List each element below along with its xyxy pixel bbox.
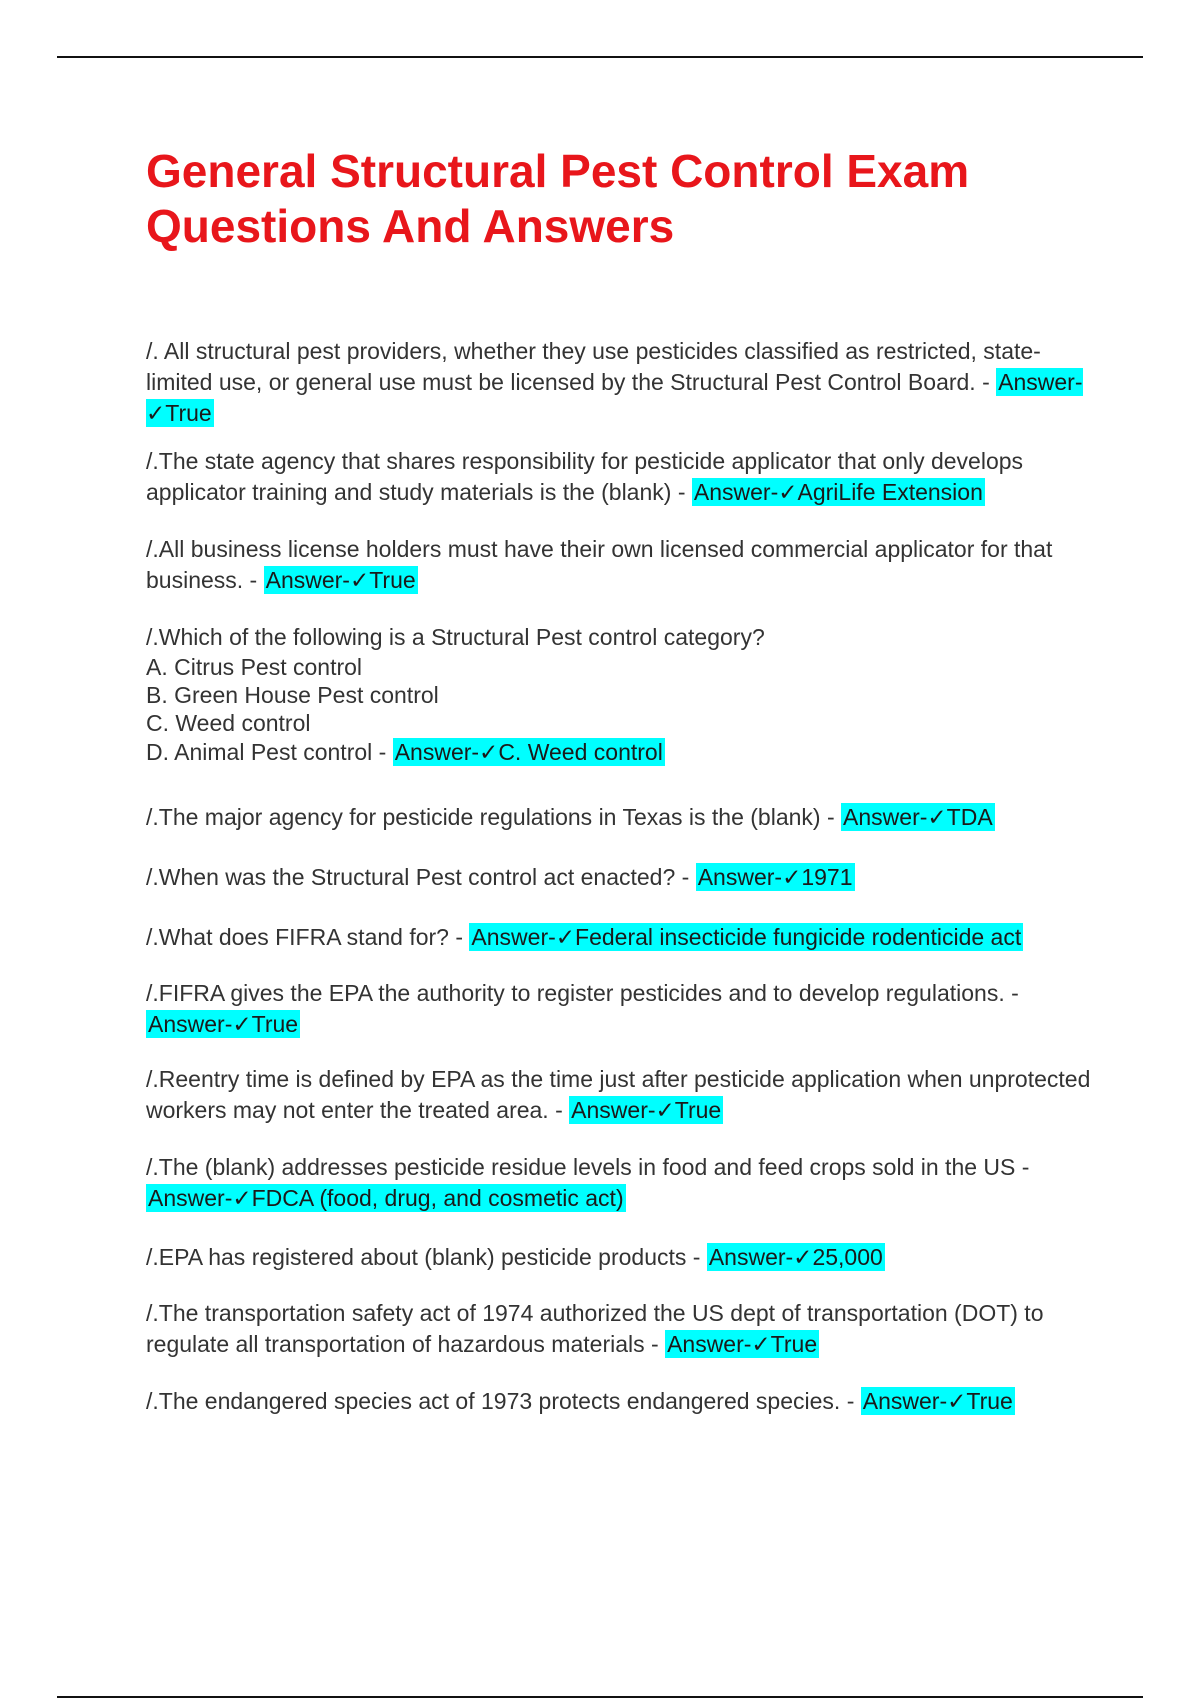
answer-highlight: Answer-✓Federal insecticide fungicide rodenticide act bbox=[471, 924, 1022, 950]
answer-highlight: Answer-✓True bbox=[667, 1331, 818, 1357]
header-rule bbox=[57, 56, 1143, 58]
answer-highlight: Answer-✓25,000 bbox=[708, 1244, 883, 1270]
footer-rule bbox=[57, 1696, 1143, 1698]
qa-item bbox=[146, 862, 1098, 893]
answer-highlight: Answer-✓True bbox=[148, 1011, 299, 1037]
question-text: /.When was the Structural Pest control act enacted? - bbox=[146, 864, 690, 890]
answer-highlight: Answer-✓True bbox=[265, 567, 416, 593]
question-text: /.FIFRA gives the EPA the authority to register pesticides and to develop regulations. - bbox=[146, 980, 1019, 1006]
answer-highlight: Answer-✓True bbox=[146, 369, 1083, 426]
question-text: /.What does FIFRA stand for? - bbox=[146, 924, 464, 950]
qa-item bbox=[146, 978, 1098, 1040]
answer-highlight: Answer-✓1971 bbox=[697, 864, 853, 890]
qa-item bbox=[146, 446, 1098, 508]
document-title: General Structural Pest Control Exam Questions And Answers bbox=[146, 145, 970, 252]
question-text: /.The state agency that shares responsibility for pesticide applicator that only develops applicator training and study materials is the (blank) - bbox=[146, 448, 1024, 505]
answer-highlight: Answer-✓C. Weed control bbox=[394, 739, 663, 765]
qa-item bbox=[146, 1386, 1098, 1417]
qa-item bbox=[146, 802, 1098, 833]
question-text: /.The transportation safety act of 1974 authorized the US dept of transportation (DOT) to regulate all transportation of hazardous materials - bbox=[146, 1300, 1044, 1357]
question-text: /.Which of the following is a Structural Pest control category? bbox=[146, 624, 765, 650]
question-text: /. All structural pest providers, whether they use pesticides classified as restricted, state-limited use, or general use must be licensed by the Structural Pest Control Board. - bbox=[146, 338, 1041, 395]
answer-highlight: Answer-✓AgriLife Extension bbox=[693, 479, 983, 505]
answer-highlight: Answer-✓FDCA (food, drug, and cosmetic act) bbox=[148, 1185, 624, 1211]
qa-item bbox=[146, 1064, 1098, 1126]
option-c: C. Weed control bbox=[146, 710, 311, 736]
option-d: D. Animal Pest control - bbox=[146, 739, 387, 765]
qa-item bbox=[146, 534, 1098, 596]
qa-item bbox=[146, 1152, 1098, 1214]
answer-highlight: Answer-✓True bbox=[862, 1388, 1013, 1414]
question-text: /.EPA has registered about (blank) pesticide products - bbox=[146, 1244, 701, 1270]
qa-item bbox=[146, 336, 1098, 429]
question-text: /.Reentry time is defined by EPA as the time just after pesticide application when unprotected workers may not enter the treated area. - bbox=[146, 1066, 1091, 1123]
qa-item bbox=[146, 1242, 1098, 1273]
answer-highlight: Answer-✓True bbox=[571, 1097, 722, 1123]
question-text: /.All business license holders must have their own licensed commercial applicator for that business. - bbox=[146, 536, 1053, 593]
answer-highlight: Answer-✓TDA bbox=[843, 804, 993, 830]
question-text: /.The (blank) addresses pesticide residue levels in food and feed crops sold in the US - bbox=[146, 1154, 1030, 1180]
qa-item-multiple-choice bbox=[146, 622, 1098, 768]
option-b: B. Green House Pest control bbox=[146, 682, 439, 708]
question-text: /.The major agency for pesticide regulations in Texas is the (blank) - bbox=[146, 804, 835, 830]
qa-item bbox=[146, 1298, 1098, 1360]
question-text: /.The endangered species act of 1973 protects endangered species. - bbox=[146, 1388, 855, 1414]
option-a: A. Citrus Pest control bbox=[146, 654, 363, 680]
qa-item bbox=[146, 922, 1098, 953]
